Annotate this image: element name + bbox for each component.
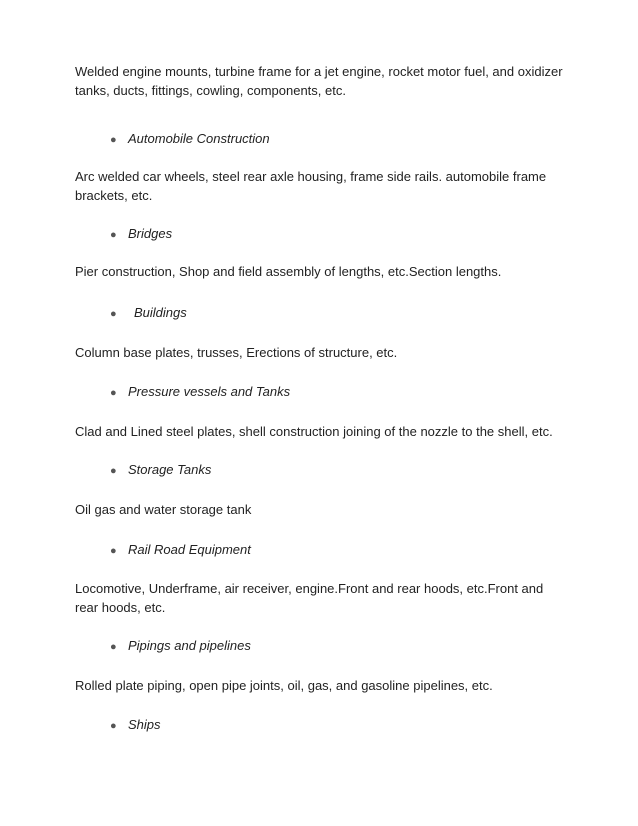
bullet-label: Pressure vessels and Tanks	[128, 384, 291, 399]
bullet-dot-icon: ●	[110, 465, 117, 477]
bullet-pressure-vessels	[110, 382, 290, 403]
bullet-label: Buildings	[134, 305, 187, 320]
bullet-label: Rail Road Equipment	[128, 542, 251, 557]
bullet-dot-icon: ●	[110, 308, 117, 320]
bullet-label: Ships	[128, 717, 161, 732]
paragraph-rail-road: Locomotive, Underframe, air receiver, engine.Front and rear hoods, etc.Front and rear hoods, etc.	[75, 581, 544, 615]
bullet-bridges	[110, 224, 172, 245]
bullet-storage-tanks	[110, 460, 211, 481]
paragraph-buildings: Column base plates, trusses, Erections of structure, etc.	[75, 345, 398, 360]
paragraph-storage-tanks: Oil gas and water storage tank	[75, 502, 252, 517]
bullet-label: Bridges	[128, 226, 173, 241]
bullet-dot-icon: ●	[110, 545, 117, 557]
bullet-dot-icon: ●	[110, 134, 117, 146]
paragraph-aerospace: Welded engine mounts, turbine frame for a jet engine, rocket motor fuel, and oxidizer tanks, ducts, fittings, cowling, components, etc.	[75, 64, 563, 98]
paragraph-pressure-vessels: Clad and Lined steel plates, shell construction joining of the nozzle to the shell, etc.	[75, 424, 553, 439]
paragraph-automobile: Arc welded car wheels, steel rear axle housing, frame side rails. automobile frame brackets, etc.	[75, 169, 547, 203]
bullet-automobile-construction	[110, 129, 270, 150]
bullet-pipings-pipelines	[110, 636, 251, 657]
bullet-label: Storage Tanks	[128, 462, 212, 477]
bullet-dot-icon: ●	[110, 387, 117, 399]
bullet-buildings	[110, 303, 187, 324]
paragraph-pipings: Rolled plate piping, open pipe joints, oil, gas, and gasoline pipelines, etc.	[75, 678, 493, 693]
bullet-label: Pipings and pipelines	[128, 638, 251, 653]
bullet-dot-icon: ●	[110, 229, 117, 241]
paragraph-bridges: Pier construction, Shop and field assembly of lengths, etc.Section lengths.	[75, 264, 502, 279]
bullet-dot-icon: ●	[110, 720, 117, 732]
bullet-rail-road-equipment	[110, 540, 251, 561]
bullet-ships	[110, 715, 161, 736]
bullet-dot-icon: ●	[110, 641, 117, 653]
bullet-label: Automobile Construction	[128, 131, 270, 146]
